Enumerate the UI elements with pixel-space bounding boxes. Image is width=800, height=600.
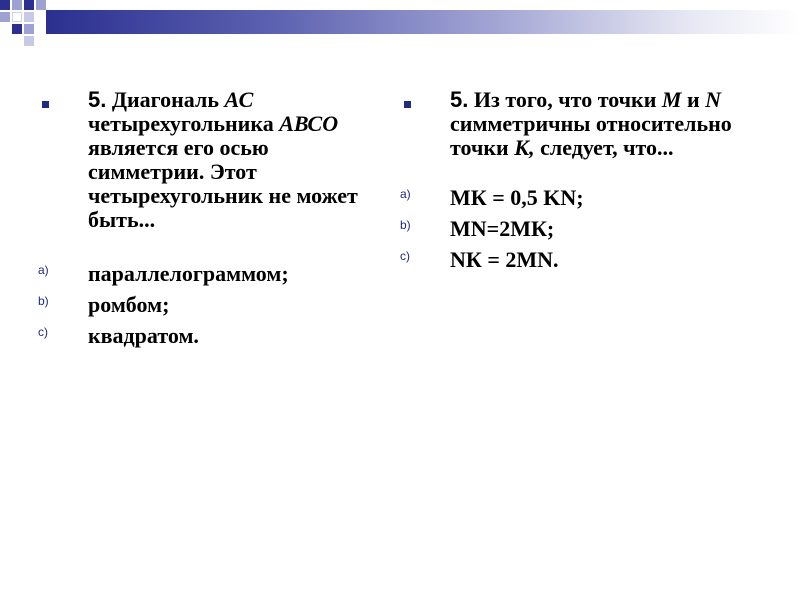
right-answer-c — [390, 244, 780, 275]
answer-marker: a) — [400, 187, 411, 201]
right-question-block — [390, 88, 780, 275]
left-answer-list — [28, 258, 378, 351]
left-question — [28, 88, 378, 232]
right-question-text: 5. Из того, что точки М и N симметричны относительно точки К, следует, что... — [450, 87, 732, 160]
answer-marker: b) — [400, 218, 411, 232]
header-square — [24, 12, 34, 22]
answer-marker: a) — [38, 263, 49, 277]
right-answer-a — [390, 182, 780, 213]
answer-marker: c) — [400, 249, 410, 263]
header-square — [24, 0, 34, 10]
left-answer-a — [28, 258, 378, 289]
header-gradient-bar — [46, 10, 800, 34]
answer-text: МК = 0,5 KN; — [450, 185, 584, 210]
square-bullet-icon — [404, 101, 411, 108]
header-square — [24, 24, 34, 34]
answer-marker: b) — [38, 294, 49, 308]
question-number: 5. — [450, 87, 469, 112]
header-square — [0, 0, 10, 10]
header-square — [36, 0, 46, 10]
square-bullet-icon — [42, 101, 49, 108]
header-square — [12, 24, 22, 34]
answer-text: ромбом; — [88, 292, 170, 317]
answer-marker: c) — [38, 325, 48, 339]
left-question-text: 5. Диагональ АС четырехугольника АВСО является его осью симметрии. Этот четырехугольник не может быть... — [88, 87, 358, 232]
header-square — [24, 36, 34, 46]
right-answer-list — [390, 182, 780, 275]
left-question-block — [28, 88, 378, 351]
header-decoration — [0, 0, 800, 50]
answer-text: MN=2МК; — [450, 216, 555, 241]
right-question — [390, 88, 780, 160]
answer-text: NК = 2MN. — [450, 247, 559, 272]
question-number: 5. — [88, 87, 107, 112]
answer-text: параллелограммом; — [88, 261, 289, 286]
right-answer-b — [390, 213, 780, 244]
left-answer-b — [28, 289, 378, 320]
answer-text: квадратом. — [88, 323, 199, 348]
left-answer-c — [28, 320, 378, 351]
header-square — [12, 0, 22, 10]
header-square — [12, 12, 22, 22]
header-square — [0, 12, 10, 22]
